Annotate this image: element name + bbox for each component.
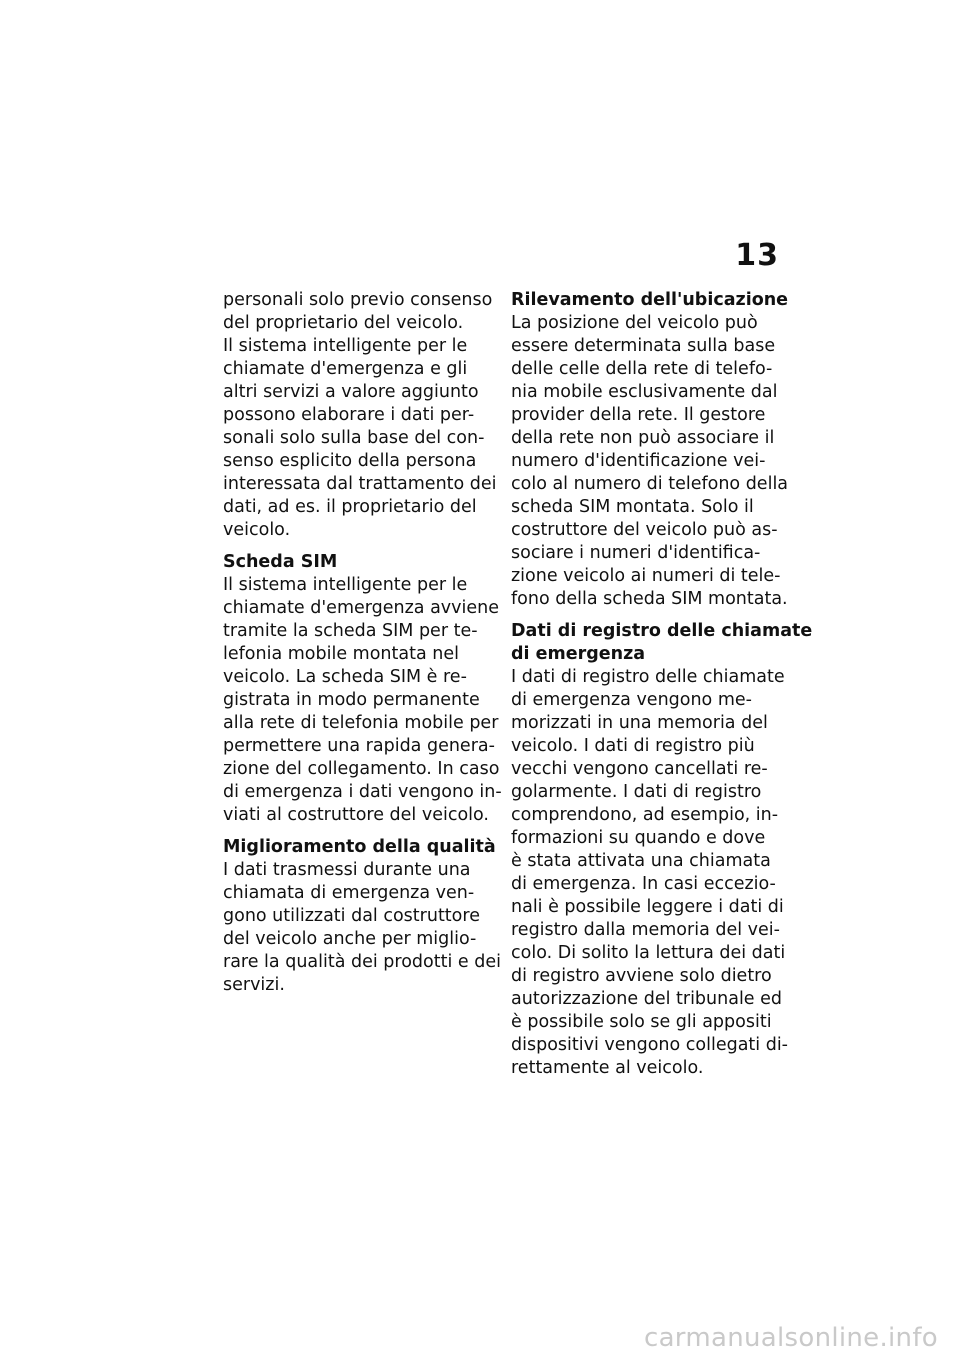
text-line: zione del collegamento. In caso xyxy=(223,759,500,779)
text-line: dispositivi vengono collegati di- xyxy=(511,1035,789,1055)
text-line: sociare i numeri d'identifica- xyxy=(511,543,761,563)
text-line: veicolo. xyxy=(223,520,291,540)
text-line: registro dalla memoria del vei- xyxy=(511,920,780,940)
section-heading-location: Rilevamento dell'ubicazione xyxy=(511,290,789,310)
text-line: tramite la scheda SIM per te- xyxy=(223,621,478,641)
quality-section xyxy=(223,836,501,997)
text-line: di emergenza vengono me- xyxy=(511,690,752,710)
text-line: colo. Di solito la lettura dei dati xyxy=(511,943,786,963)
text-line: sonali solo sulla base del con- xyxy=(223,428,485,448)
section-heading-log-cont: di emergenza xyxy=(511,644,646,664)
text-line: chiamate d'emergenza avviene xyxy=(223,598,500,618)
text-line: rettamente al veicolo. xyxy=(511,1058,704,1078)
text-line: morizzati in una memoria del xyxy=(511,713,768,733)
text-line: I dati trasmessi durante una xyxy=(223,860,471,880)
text-line: del proprietario del veicolo. xyxy=(223,313,464,333)
section-heading-sim: Scheda SIM xyxy=(223,552,338,572)
text-line: numero d'identificazione vei- xyxy=(511,451,766,471)
text-line: comprendono, ad esempio, in- xyxy=(511,805,779,825)
text-line: personali solo previo consenso xyxy=(223,290,493,310)
section-gap xyxy=(223,542,495,551)
text-line: scheda SIM montata. Solo il xyxy=(511,497,754,517)
text-line: La posizione del veicolo può xyxy=(511,313,758,333)
watermark: carmanualsonline.info xyxy=(643,1323,938,1353)
text-line: viati al costruttore del veicolo. xyxy=(223,805,489,825)
text-line: è stata attivata una chiamata xyxy=(511,851,771,871)
text-line: gistrata in modo permanente xyxy=(223,690,480,710)
sim-section xyxy=(223,551,502,827)
text-line: interessata dal trattamento dei xyxy=(223,474,497,494)
text-line: di emergenza i dati vengono in- xyxy=(223,782,502,802)
section-gap xyxy=(511,611,783,620)
emergency-log-section xyxy=(511,620,813,1080)
text-line: formazioni su quando e dove xyxy=(511,828,766,848)
section-heading-log: Dati di registro delle chiamate xyxy=(511,621,813,641)
text-line: è possibile solo se gli appositi xyxy=(511,1012,772,1032)
text-line: golarmente. I dati di registro xyxy=(511,782,762,802)
text-line: gono utilizzati dal costruttore xyxy=(223,906,480,926)
text-line: nia mobile esclusivamente dal xyxy=(511,382,778,402)
text-line: alla rete di telefonia mobile per xyxy=(223,713,499,733)
text-line: vecchi vengono cancellati re- xyxy=(511,759,768,779)
text-line: permettere una rapida genera- xyxy=(223,736,495,756)
text-line: veicolo. I dati di registro più xyxy=(511,736,755,756)
text-line: di registro avviene solo dietro xyxy=(511,966,772,986)
text-line: dati, ad es. il proprietario del xyxy=(223,497,477,517)
text-line: Il sistema intelligente per le xyxy=(223,336,468,356)
left-column xyxy=(223,289,502,997)
text-line: colo al numero di telefono della xyxy=(511,474,789,494)
text-line: servizi. xyxy=(223,975,285,995)
text-line: fono della scheda SIM montata. xyxy=(511,589,788,609)
section-heading-quality: Miglioramento della qualità xyxy=(223,837,496,857)
text-line: delle celle della rete di telefo- xyxy=(511,359,773,379)
text-line: rare la qualità dei prodotti e dei xyxy=(223,952,501,972)
text-line: autorizzazione del tribunale ed xyxy=(511,989,783,1009)
text-line: del veicolo anche per miglio- xyxy=(223,929,477,949)
text-line: senso esplicito della persona xyxy=(223,451,477,471)
intro-paragraph xyxy=(223,289,495,542)
text-line: altri servizi a valore aggiunto xyxy=(223,382,479,402)
text-line: zione veicolo ai numeri di tele- xyxy=(511,566,781,586)
text-line: chiamate d'emergenza e gli xyxy=(223,359,468,379)
text-line: della rete non può associare il xyxy=(511,428,775,448)
text-line: veicolo. La scheda SIM è re- xyxy=(223,667,467,687)
page-number: 13 xyxy=(735,238,779,273)
text-line: costruttore del veicolo può as- xyxy=(511,520,778,540)
text-line: I dati di registro delle chiamate xyxy=(511,667,785,687)
text-line: chiamata di emergenza ven- xyxy=(223,883,475,903)
text-line: nali è possibile leggere i dati di xyxy=(511,897,784,917)
text-line: provider della rete. Il gestore xyxy=(511,405,766,425)
text-line: lefonia mobile montata nel xyxy=(223,644,459,664)
location-section xyxy=(511,289,789,611)
text-line: di emergenza. In casi eccezio- xyxy=(511,874,776,894)
text-line: Il sistema intelligente per le xyxy=(223,575,468,595)
right-column xyxy=(511,289,813,1080)
section-gap xyxy=(223,827,495,836)
text-line: essere determinata sulla base xyxy=(511,336,776,356)
text-line: possono elaborare i dati per- xyxy=(223,405,475,425)
